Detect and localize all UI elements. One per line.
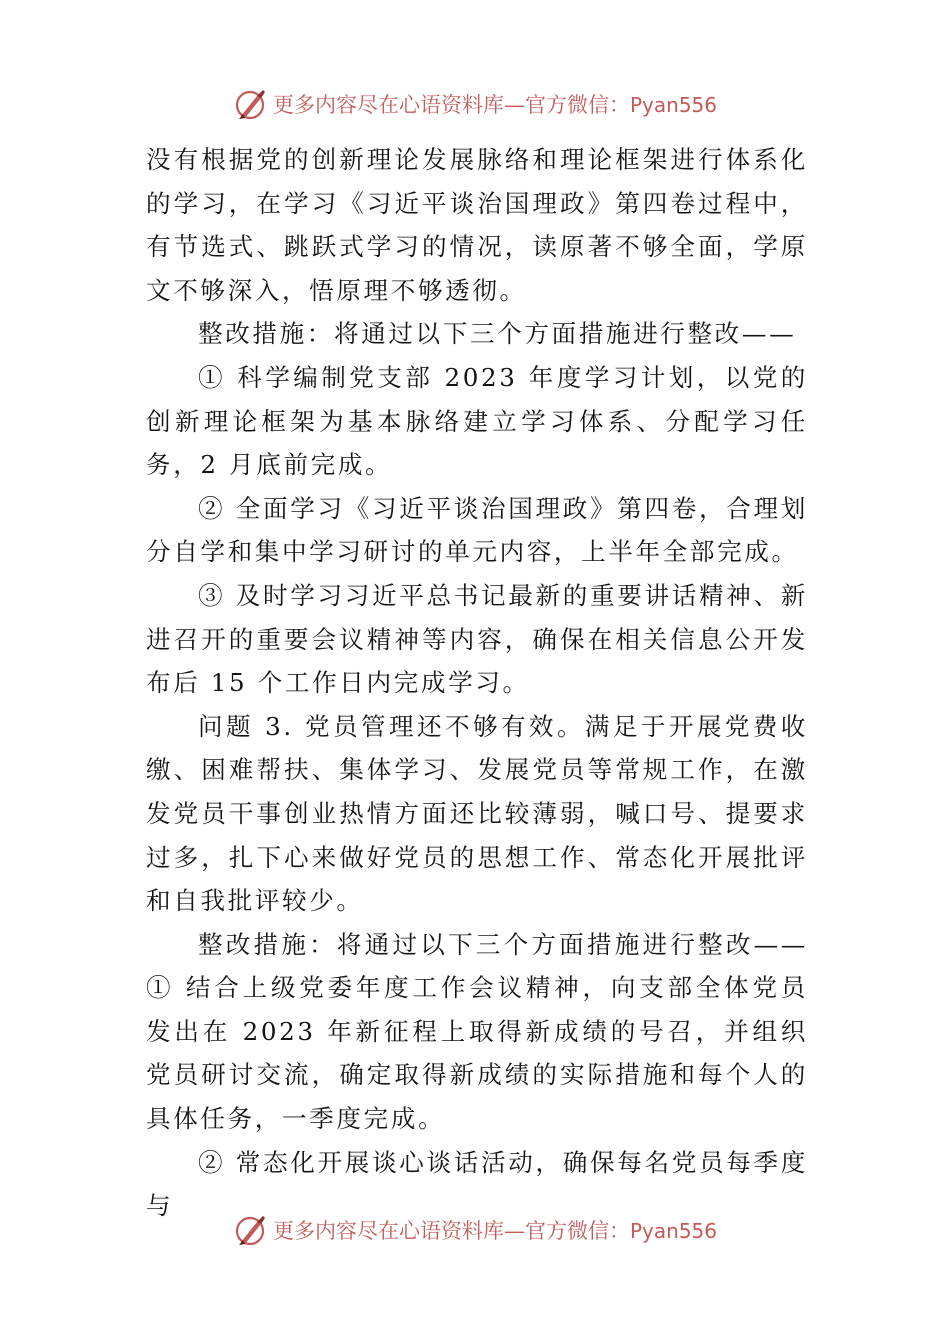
header-banner — [0, 84, 950, 124]
paragraph: ② 全面学习《习近平谈治国理政》第四卷，合理划分自学和集中学习研讨的单元内容，上半年全部完成。 — [146, 493, 808, 567]
document-body — [146, 138, 808, 1228]
banner-text: 更多内容尽在心语资料库—官方微信：Pyan556 — [272, 93, 717, 117]
wechat-handle: Pyan556 — [629, 93, 717, 117]
banner-text: 更多内容尽在心语资料库—官方微信：Pyan556 — [272, 1219, 717, 1243]
wechat-handle: Pyan556 — [629, 1219, 717, 1243]
pen-logo-icon — [233, 86, 269, 122]
paragraph: 没有根据党的创新理论发展脉络和理论框架进行体系化的学习，在学习《习近平谈治国理政》第四卷过程中，有节选式、跳跃式学习的情况，读原著不够全面，学原文不够深入，悟原理不够透彻。 — [146, 145, 808, 305]
paragraph: ② 常态化开展谈心谈话活动，确保每名党员每季度与 — [146, 1147, 808, 1221]
paragraph: ③ 及时学习习近平总书记最新的重要讲话精神、新进召开的重要会议精神等内容，确保在相关信息公开发布后 15 个工作日内完成学习。 — [146, 580, 808, 698]
paragraph: 整改措施：将通过以下三个方面措施进行整改——① 结合上级党委年度工作会议精神，向支部全体党员发出在 2023 年新征程上取得新成绩的号召，并组织党员研讨交流，确定取得新成绩的实际措施和每个人的具体任务，一季度完成。 — [146, 929, 808, 1134]
pen-logo-icon — [233, 1212, 269, 1248]
paragraph: 问题 3. 党员管理还不够有效。满足于开展党费收缴、困难帮扶、集体学习、发展党员等常规工作，在激发党员干事创业热情方面还比较薄弱，喊口号、提要求过多，扎下心来做好党员的思想工作、常态化开展批评和自我批评较少。 — [146, 711, 808, 916]
paragraph: ① 科学编制党支部 2023 年度学习计划，以党的创新理论框架为基本脉络建立学习体系、分配学习任务，2 月底前完成。 — [146, 362, 808, 480]
footer-banner — [0, 1210, 950, 1250]
paragraph: 整改措施：将通过以下三个方面措施进行整改—— — [198, 319, 797, 349]
